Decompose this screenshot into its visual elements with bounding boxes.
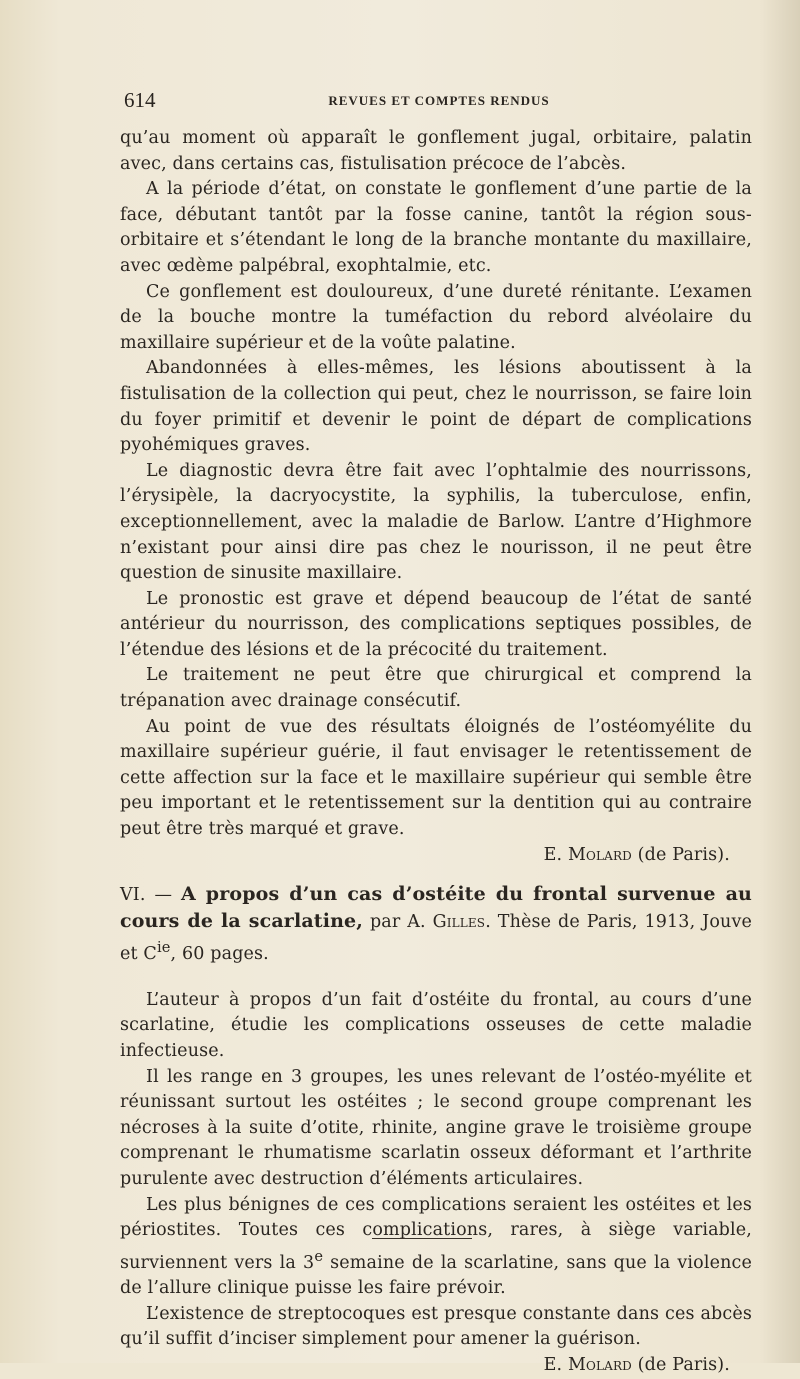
section-title: A propos d’un cas d’ostéite du frontal survenue au cours de la scarlatine, bbox=[120, 883, 752, 932]
section-author: Gilles bbox=[432, 911, 486, 932]
paragraph: qu’au moment où apparaît le gonflement jugal, orbitaire, palatin avec, dans certains cas, fistulisation précoce de l’abcès. bbox=[120, 128, 752, 174]
signature-2: E. Molard (de Paris). bbox=[543, 1354, 730, 1375]
paragraph: L’auteur à propos d’un fait d’ostéite du frontal, au cours d’une scarlatine, étudie les complications osseuses de cette maladie infectieuse. bbox=[120, 989, 752, 1062]
page-number: 614 bbox=[124, 88, 156, 112]
paragraph-with-signature bbox=[120, 715, 752, 843]
closing-rule bbox=[372, 1238, 472, 1239]
paragraph: Abandonnées à elles-mêmes, les lésions aboutissent à la fistulisation de la collection qui peut, chez le nourrisson, se faire loin du foyer primitif et devenir le point de départ de complications pyohémiques graves. bbox=[120, 358, 752, 456]
paragraph: Le traitement ne peut être que chirurgical et comprend la trépanation avec drainage consécutif. bbox=[120, 665, 752, 712]
paragraph: A la période d’état, on constate le gonflement d’une partie de la face, débutant tantôt par la fosse canine, tantôt la région sous-orbitaire et s’étendant le long de la branche montante du maxillaire, avec œdème palpébral, exophtalmie, etc. bbox=[120, 179, 752, 276]
signature-name: Molard bbox=[567, 1354, 632, 1375]
section-number: VI. — bbox=[120, 885, 173, 906]
signature-1: E. Molard (de Paris). bbox=[543, 844, 730, 865]
paragraph: Les plus bénignes de ces complications seraient les ostéites et les périostites. Toutes ces complications, rares, à siège variable, surviennent vers la 3e semaine de la scarlatine, sans que la violence de l’allure clinique puisse les faire prévoir. bbox=[120, 1194, 752, 1299]
running-title: REVUES ET COMPTES RENDUS bbox=[328, 93, 550, 108]
paragraph: Le diagnostic devra être fait avec l’ophtalmie des nourrissons, l’érysipèle, la dacryocystite, la syphilis, la tuberculose, enfin, exceptionnellement, avec la maladie de Barlow. L’antre d’Highmore n’existant pour ainsi dire pas chez le nourisson, il ne peut être question de sinusite maxillaire. bbox=[120, 460, 752, 584]
paragraph: Il les range en 3 groupes, les unes relevant de l’ostéo-myélite et réunissant surtout les ostéites ; le second groupe comprenant les nécroses à la suite d’otite, rhinite, angine grave le troisième groupe comprenant le rhumatisme scarlatin osseux déformant et l’arthrite purulente avec destruction d’éléments articulaires. bbox=[120, 1066, 752, 1189]
body-text bbox=[120, 126, 752, 1379]
paragraph-text: Au point de vue des résultats éloignés de l’ostéomyélite du maxillaire supérieur guérie, il faut envisager le retentissement de cette affection sur la face et le maxillaire supérieur qui semble être peu important et le retentissement sur la dentition qui au contraire peut être très marqué et grave. bbox=[120, 716, 752, 840]
paragraph: Le pronostic est grave et dépend beaucoup de l’état de santé antérieur du nourrisson, des complications septiques possibles, de l’étendue des lésions et de la précocité du traitement. bbox=[120, 588, 752, 660]
section-heading: VI. — A propos d’un cas d’ostéite du frontal survenue au cours de la scarlatine, par A. Gilles. Thèse de Paris, 1913, Jouve et $C^{ie}$, 60 pages. bbox=[120, 883, 752, 965]
page-header bbox=[124, 88, 754, 112]
paragraph: L’existence de streptocoques est presque constante dans ces abcès qu’il suffit d’inciser simplement pour amener la guérison. bbox=[120, 1303, 752, 1350]
paragraph: Ce gonflement est douloureux, d’une dureté rénitante. L’examen de la bouche montre la tuméfaction du rebord alvéolaire du maxillaire supérieur et de la voûte palatine. bbox=[120, 281, 752, 353]
signature-name: Molard bbox=[567, 844, 632, 865]
